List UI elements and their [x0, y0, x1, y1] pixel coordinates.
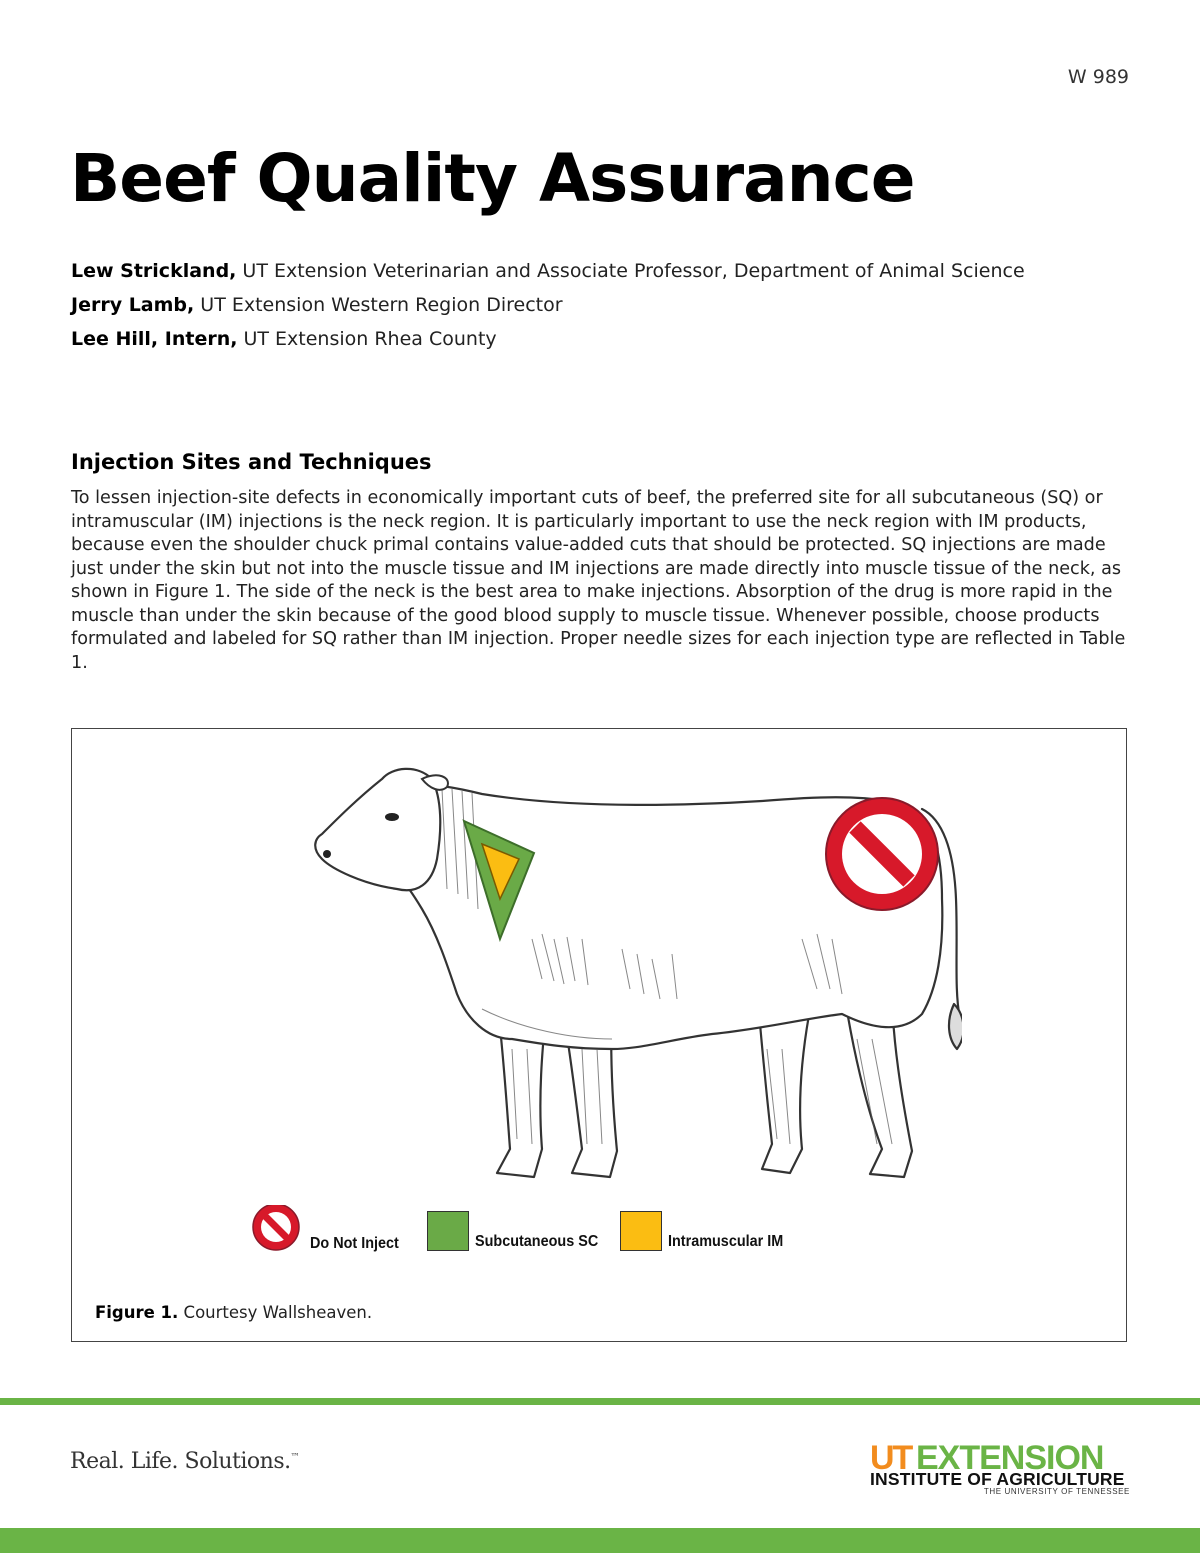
legend-item-intramuscular: [620, 1211, 796, 1251]
figure-legend: [250, 1205, 850, 1265]
legend-item-subcutaneous: [427, 1211, 612, 1251]
author-role: UT Extension Rhea County: [237, 328, 497, 350]
footer-band: [0, 1528, 1200, 1553]
do-not-inject-icon: [826, 798, 938, 910]
author-line: [71, 254, 1151, 288]
footer-divider: [0, 1398, 1200, 1405]
author-name: Lee Hill, Intern,: [71, 328, 238, 350]
figure-frame: [71, 728, 1127, 1342]
trademark-mark: ™: [290, 1452, 300, 1463]
logo-institute: INSTITUTE OF AGRICULTURE: [870, 1469, 1125, 1489]
page-title: Beef Quality Assurance: [70, 140, 915, 217]
footer-tagline: [70, 1449, 299, 1474]
logo-extension: EXTENSION: [916, 1439, 1104, 1477]
do-not-inject-icon: [250, 1205, 304, 1253]
legend-label-subcutaneous: Subcutaneous SC: [475, 1233, 599, 1250]
author-line: [71, 288, 1151, 322]
author-list: [71, 254, 1151, 356]
legend-label-do-not-inject: Do Not Inject: [310, 1235, 399, 1252]
author-line: [71, 322, 1151, 356]
tagline-text: Real. Life. Solutions.: [70, 1449, 291, 1474]
legend-label-intramuscular: Intramuscular IM: [668, 1233, 784, 1250]
figure-caption: [95, 1303, 372, 1322]
subcutaneous-swatch: [427, 1211, 469, 1251]
author-role: UT Extension Veterinarian and Associate Professor, Department of Animal Science: [236, 260, 1025, 282]
body-paragraph: To lessen injection-site defects in economically important cuts of beef, the preferred site for all subcutaneous (SQ) or intramuscular (IM) injections is the neck region. It is particularly important to use the neck region with IM products, because even the shoulder chuck primal contains value-added cuts that should be protected. SQ injections are made just under the skin but not into the muscle tissue and IM injections are made directly into muscle tissue of the neck, as shown in Figure 1. The side of the neck is the best area to make injections. Absorption of the drug is more rapid in the muscle than under the skin because of the good blood supply to muscle tissue. Whenever possible, choose products formulated and labeled for SQ rather than IM injection. Proper needle sizes for each injection type are reflected in Table 1.: [71, 488, 1126, 673]
author-name: Lew Strickland,: [71, 260, 237, 282]
section-heading: Injection Sites and Techniques: [71, 450, 432, 474]
logo-ut: UT: [870, 1439, 912, 1477]
ut-extension-logo[interactable]: [870, 1439, 1132, 1499]
author-role: UT Extension Western Region Director: [194, 294, 563, 316]
intramuscular-swatch: [620, 1211, 662, 1251]
caption-text: Courtesy Wallsheaven.: [178, 1303, 373, 1322]
cow-illustration: [242, 749, 962, 1189]
logo-university: THE UNIVERSITY OF TENNESSEE: [983, 1487, 1130, 1496]
legend-item-do-not-inject: [250, 1205, 409, 1253]
publication-number: W 989: [1067, 66, 1129, 88]
caption-label: Figure 1.: [95, 1303, 179, 1322]
author-name: Jerry Lamb,: [71, 294, 195, 316]
